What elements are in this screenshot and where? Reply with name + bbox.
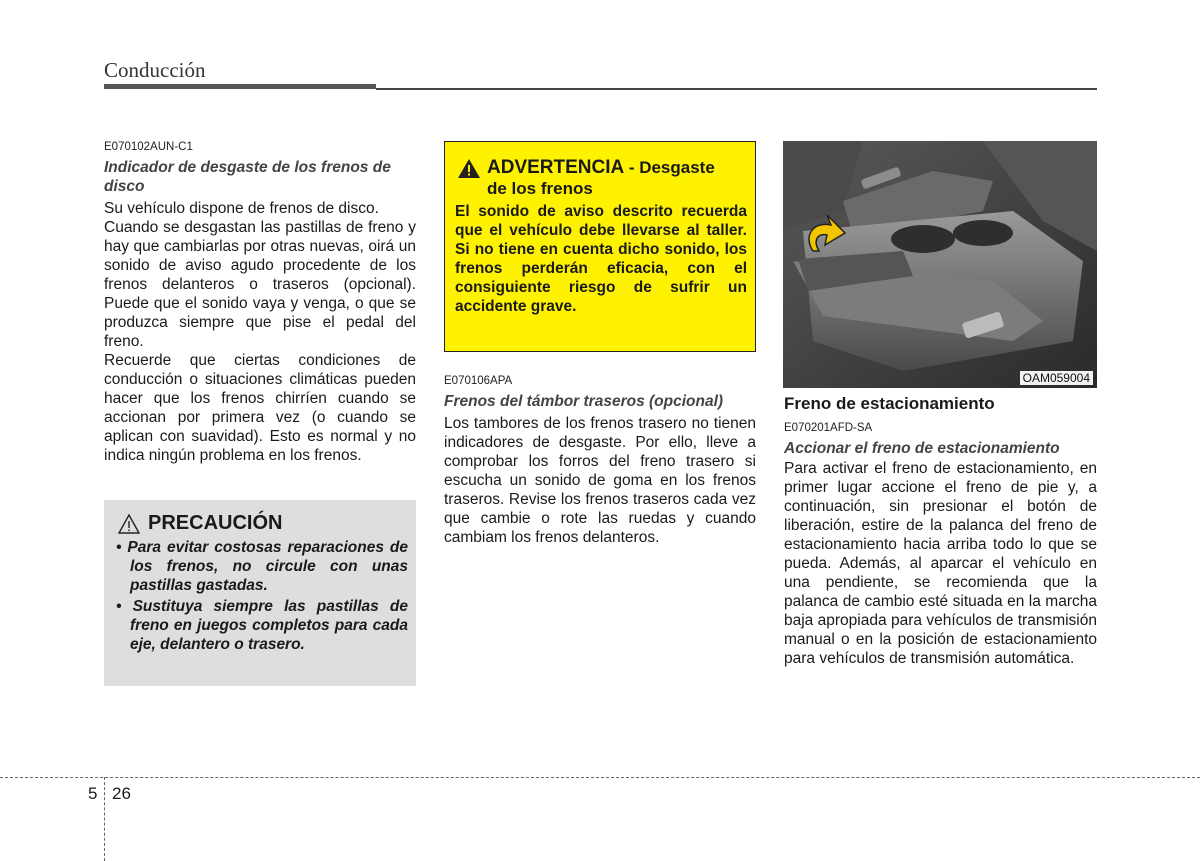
photo-label: OAM059004 <box>1020 371 1093 385</box>
paragraph: Cuando se desgastan las pastillas de freno y hay que cambiarlas por otras nuevas, oirá un sonido de aviso agudo procedente de los frenos delanteros o traseros (opcional). Puede que el sonido vaya y venga, o que se produzca siempre que pise el pedal del freno. <box>104 219 416 350</box>
warning-body: El sonido de aviso descrito recuerda que el vehículo debe llevarse al taller. Si no tiene en cuenta dicho sonido, los frenos perderán eficacia, con el consiguiente riesgo de sufrir un accidente grave. <box>455 203 747 315</box>
middle-column <box>444 374 756 547</box>
subsection-heading: Indicador de desgaste de los frenos de disco <box>104 159 391 195</box>
caution-item: • Para evitar costosas reparaciones de los frenos, no circule con unas pastillas gastadas. <box>116 539 408 594</box>
caution-box <box>104 500 416 686</box>
console-illustration <box>783 141 1097 388</box>
warning-triangle-outline-icon <box>118 514 140 534</box>
section-code: E070106APA <box>444 375 513 387</box>
warning-box <box>444 141 756 352</box>
paragraph: Los tambores de los frenos trasero no tienen indicadores de desgaste. Por ello, lleve a comprobar los forros del freno trasero si escucha un sonido de goma en los frenos traseros. Revise los frenos traseros cada vez que cambie o rote las ruedas y cuando cambiam los frenos delanteros. <box>444 415 756 546</box>
warning-subtitle-line2: de los frenos <box>487 179 593 198</box>
header-rule-thick <box>104 84 376 89</box>
caution-title: PRECAUCIÓN <box>148 512 283 534</box>
warning-heading <box>457 157 747 199</box>
paragraph: Su vehículo dispone de frenos de disco. <box>104 200 379 217</box>
warning-subtitle: - Desgaste <box>628 158 715 177</box>
parking-brake-photo <box>783 141 1097 388</box>
paragraph: Para activar el freno de estacionamiento, en primer lugar accione el freno de pie y, a continuación, sin presionar el botón de liberación, estire de la palanca del freno de estacionamiento hacia arriba todo lo que se pueda. Además, al aparcar el vehículo en una pendiente, se recomienda que la palanca de cambio esté situada en la marcha baja apropiada para vehículos de transmisión manual o en la posición de estacionamiento para vehículos de transmisión automática. <box>784 460 1097 667</box>
warning-triangle-filled-icon <box>457 158 481 179</box>
paragraph: Recuerde que ciertas condiciones de conducción o situaciones climáticas pueden hacer que los frenos chirríen cuando se accionan por primera vez (o cuando se aplican con suavidad). Esto es normal y no indica ningún problema en los frenos. <box>104 352 416 464</box>
subsection-heading: Frenos del támbor traseros (opcional) <box>444 393 724 410</box>
section-heading: Freno de estacionamiento <box>784 394 995 413</box>
subsection-heading: Accionar el freno de estacionamiento <box>784 440 1060 457</box>
page-number: 26 <box>112 784 131 803</box>
caution-heading <box>118 512 282 535</box>
right-column <box>784 394 1097 668</box>
page-header-title: Conducción <box>104 58 206 82</box>
caution-list <box>114 538 408 654</box>
footer-vertical-divider <box>104 777 105 861</box>
footer-divider <box>0 777 1200 778</box>
caution-item: • Sustituya siempre las pastillas de freno en juegos completos para cada eje, delantero o trasero. <box>116 598 409 653</box>
warning-title: ADVERTENCIA <box>487 157 624 178</box>
header-rule-thin <box>376 88 1097 90</box>
section-code: E070102AUN-C1 <box>104 141 193 153</box>
chapter-number: 5 <box>88 784 98 803</box>
left-column <box>104 140 416 465</box>
section-code: E070201AFD-SA <box>784 422 873 434</box>
